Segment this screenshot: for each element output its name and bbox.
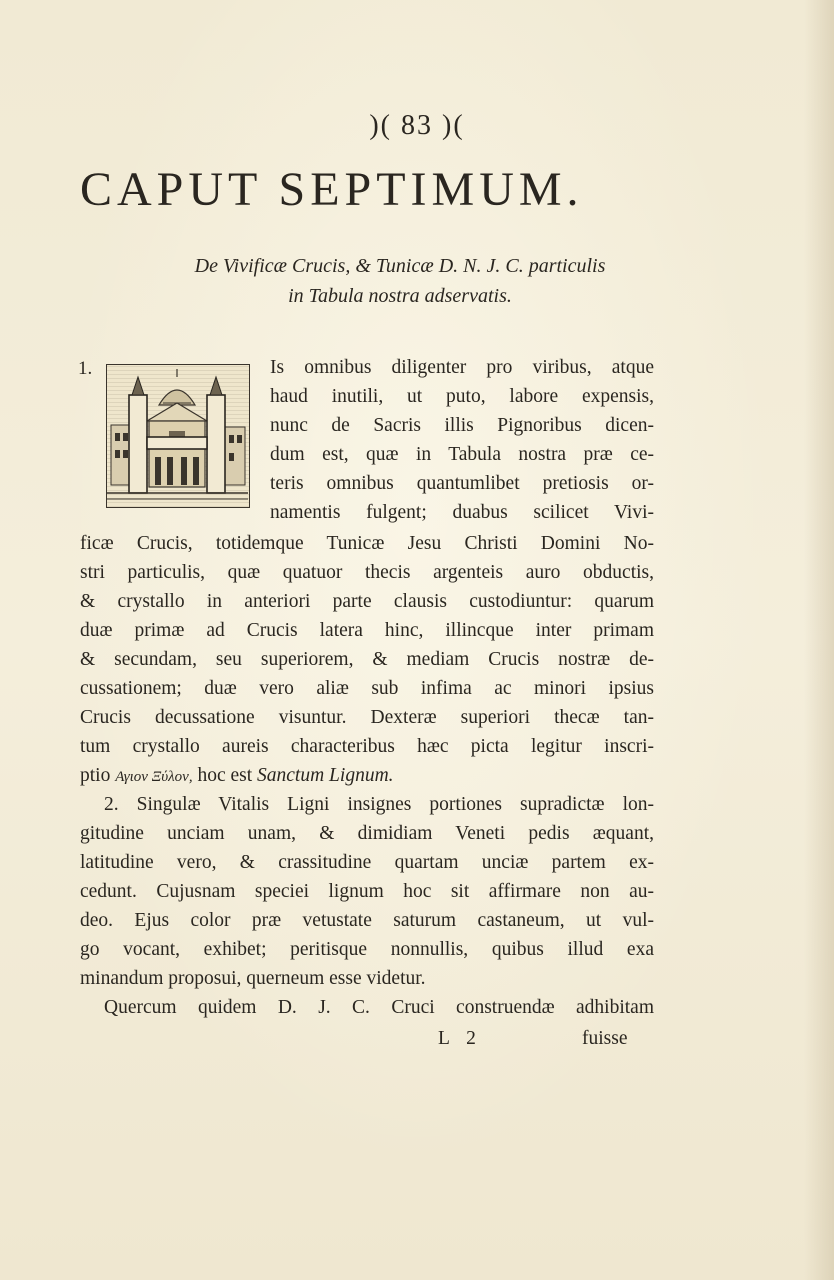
text-line: tum crystallo aureis characteribus hæc picta legitur inscri-: [80, 736, 654, 757]
chapter-title: CAPUT SEPTIMUM.: [80, 163, 584, 216]
text-line: namentis fulgent; duabus scilicet Vivi-: [270, 502, 654, 523]
text-line: Crucis decussatione visuntur. Dexteræ superiori thecæ tan-: [80, 707, 654, 728]
text-fragment: hoc est: [197, 765, 253, 786]
text-line: gitudine unciam unam, & dimidiam Veneti pedis æquant,: [80, 823, 654, 844]
text-fragment: ptio: [80, 765, 111, 786]
greek-inscription: Αγιον Ξύλον,: [115, 769, 193, 785]
text-line: nunc de Sacris illis Pignoribus dicen-: [270, 415, 654, 436]
text-line: teris omnibus quantumlibet pretiosis or-: [270, 473, 654, 494]
text-line: dum est, quæ in Tabula nostra præ ce-: [270, 444, 654, 465]
text-line: haud inutili, ut puto, labore expensis,: [270, 386, 654, 407]
text-line: deo. Ejus color præ vetustate saturum castaneum, ut vul-: [80, 910, 654, 931]
text-line: Is omnibus diligenter pro viribus, atque: [270, 357, 654, 378]
chapter-subtitle-line-1: De Vivificæ Crucis, & Tunicæ D. N. J. C. particulis: [194, 255, 606, 277]
text-line: cussationem; duæ vero aliæ sub infima ac minori ipsius: [80, 678, 654, 699]
text-line: Quercum quidem D. J. C. Cruci construendæ adhibitam: [104, 997, 654, 1018]
text-line: minandum proposui, querneum esse videtur.: [80, 968, 426, 989]
page-number: )( 83 )(: [369, 110, 465, 141]
text-line: & crystallo in anteriori parte clausis custodiuntur: quarum: [80, 591, 654, 612]
text-line: & secundam, seu superiorem, & mediam Crucis nostræ de-: [80, 649, 654, 670]
italic-phrase: Sanctum Lignum.: [257, 765, 394, 786]
ornamental-initial-icon: [106, 364, 250, 508]
drop-cap-illustration-icon: [107, 365, 248, 506]
paragraph-number: 1.: [78, 358, 93, 379]
chapter-subtitle-line-2: in Tabula nostra adservatis.: [288, 285, 512, 307]
catchword: fuisse: [582, 1028, 628, 1049]
text-line: go vocant, exhibet; peritisque nonnullis, quibus illud exa: [80, 939, 654, 960]
text-line-inscription: [80, 766, 394, 786]
text-line: latitudine vero, & crassitudine quartam unciæ partem ex-: [80, 852, 654, 873]
page-edge-shadow: [804, 0, 834, 1280]
text-line: 2. Singulæ Vitalis Ligni insignes portiones supradictæ lon-: [104, 794, 654, 815]
signature-mark: L 2: [438, 1028, 482, 1049]
text-line: cedunt. Cujusnam speciei lignum hoc sit affirmare non au-: [80, 881, 654, 902]
text-line: stri particulis, quæ quatuor thecis argenteis auro obductis,: [80, 562, 654, 583]
text-line: ficæ Crucis, totidemque Tunicæ Jesu Christi Domini No-: [80, 533, 654, 554]
text-line: duæ primæ ad Crucis latera hinc, illincque inter primam: [80, 620, 654, 641]
